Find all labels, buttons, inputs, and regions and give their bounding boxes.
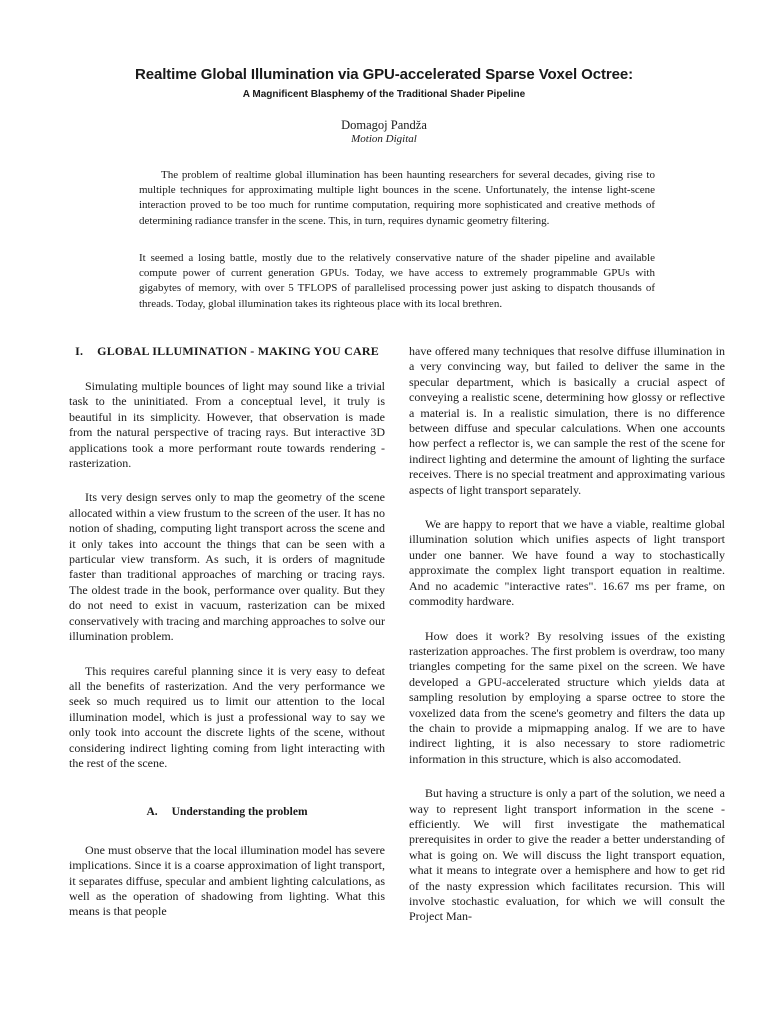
author-name: Domagoj Pandža [341,118,427,132]
body-paragraph: We are happy to report that we have a viable, realtime global illumination solution which unifies aspects of light transport under one banner. We have found a way to stochastically approximate the complex light transport equation in realtime. And no academic "interactive rates". 16.67 ms per frame, on commodity hardware. [409,517,725,609]
section-title: GLOBAL ILLUMINATION - MAKING YOU CARE [97,344,379,358]
subsection-title: Understanding the problem [171,806,308,819]
section-heading [69,344,385,359]
section-number: I. [75,344,84,358]
subsection-heading [69,805,385,820]
paper-title: Realtime Global Illumination via GPU-accelerated Sparse Voxel Octree: [134,66,633,83]
body-paragraph: This requires careful planning since it is very easy to defeat all the benefits of rasterization. And the very performance we seek so much required us to limit our attention to the local illumination model, which is just a professional way to say we only took into account the discrete lights of the scene, without considering indirect lighting coming from light interacting with the rest of the scene. [69,663,385,770]
abstract-paragraph-1: The problem of realtime global illumination has been haunting researchers for several decades, giving rise to multiple techniques for approximating multiple light bounces in the scene. Unfortunately, the intense light-scene interaction proved to be too much for runtime computation, requiring more sophisticated and creative methods of determining radiance transfer in the scene. This, in turn, requires dynamic geometry filtering. [139,169,655,227]
paper-subtitle: A Magnificent Blasphemy of the Traditional Shader Pipeline [242,89,526,100]
body-paragraph: have offered many techniques that resolve diffuse illumination in a very convincing way, but failed to deliver the same in the specular department, which is basically a crucial aspect of conveying a realistic scene, determining how glossy or reflective a material is. In a realistic simulation, there is no difference between diffuse and specular calculations. When one accounts how perfect a reflector is, we can sample the rest of the scene for indirect lighting and determine the amount of lighting the surface receives. There is no special treatment and approximating various aspects of light transport separately. [409,344,725,497]
body-paragraph: How does it work? By resolving issues of the existing rasterization approaches. The first problem is overdraw, too many triangles competing for the same pixel on the screen. We have developed a GPU-accelerated structure which yields data at sampling resolution by employing a sparse octree to store the voxelized data from the scene's geometry and filters the data up the chain to provide a mipmapping analog. If we are to have indirect lighting, it is also necessary to store radiometric information in this structure, which is also accomodated. [409,628,725,766]
body-paragraph: Its very design serves only to map the geometry of the scene allocated within a view frustum to the screen of the user. It has no notion of shading, computing light transport across the scene and it only takes into account the things that can be seen with a particular view transform. As such, it is orders of magnitude faster than traditional approaches of marching or tracing rays. The oldest trade in the book, performance over quality. But they do not need to exist in vacuum, rasterization can be mixed conservatively with tracing and marching approaches to solve our illumination problem. [69,490,385,644]
author-affiliation: Motion Digital [351,133,417,145]
left-column [69,344,385,939]
subsection-number: A. [146,806,158,819]
body-paragraph: Simulating multiple bounces of light may sound like a trivial task to the uninitiated. From a conceptual level, it truly is beautiful in its simplicity. However, that observation is made from the natural perspective of tracing rays. But interactive 3D applications took a more performant route towards rendering - rasterization. [69,379,385,471]
body-paragraph: One must observe that the local illumination model has severe implications. Since it is a coarse approximation of light transport, it separates diffuse, specular and ambient lighting calculations, as well as the operation of shadowing from lighting. What this means is that people [69,842,385,919]
right-column [409,344,725,944]
abstract-paragraph-2: It seemed a losing battle, mostly due to the relatively conservative nature of the shader pipeline and available compute power of current generation GPUs. Today, we have access to extremely programmable GPUs with gigabytes of memory, with over 5 TFLOPS of parallelised processing power just asking to dispatch thousands of threads. Today, global illumination takes its righteous place with its local brethren. [139,252,655,310]
body-paragraph: But having a structure is only a part of the solution, we need a way to represent light transport information in the scene - efficiently. We will first investigate the mathematical prerequisites in order to give the reader a better understanding of what is going on. We will discuss the light transport equation, what it means to integrate over a hemisphere and how to get rid of the nasty expression which facilitates recursion. This will involve stochastic evaluation, for which we will consult the Project Man- [409,786,725,924]
